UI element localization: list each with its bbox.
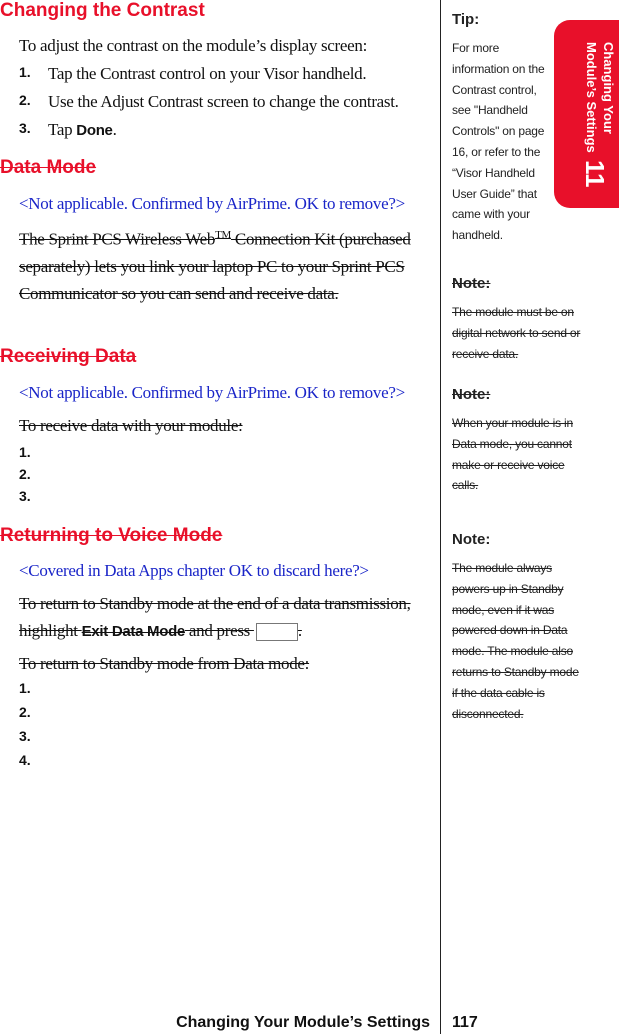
heading-data-mode: Data Mode <box>0 157 97 178</box>
step-number: 4. <box>19 752 31 768</box>
step-text <box>48 116 117 144</box>
step-number: 1. <box>19 64 31 80</box>
note-text: When your module is in Data mode, you cannot make or receive voice calls. <box>452 416 573 493</box>
editor-note: <Covered in Data Apps chapter OK to discard here?> <box>19 561 369 580</box>
done-label: Done <box>76 122 113 139</box>
step-number: 1. <box>19 444 31 460</box>
step-text-pre: Tap <box>48 120 77 139</box>
heading-changing-contrast: Changing the Contrast <box>0 0 205 21</box>
body-post: and press <box>184 621 254 640</box>
data-mode-body <box>19 222 429 307</box>
returning-body <box>19 590 429 645</box>
note-box <box>452 385 582 496</box>
contrast-intro: To adjust the contrast on the module’s display screen: <box>19 36 368 55</box>
note-text: The module always powers up in Standby mode, even if it was powered down in Data mode. The module also returns to Standby mode if the data cable is disconnected. <box>452 561 579 721</box>
key-icon <box>256 623 298 641</box>
body-end: . <box>297 621 302 640</box>
tip-box <box>452 10 552 246</box>
tip-text: For more information on the Contrast control, see "Handheld Controls" on page 16, or refer to the “Visor Handheld User Guide” that came with your handheld. <box>452 41 545 243</box>
editor-note: <Not applicable. Confirmed by AirPrime. OK to remove?> <box>19 383 405 402</box>
chapter-tab-title: Changing Your Module’s Settings <box>584 42 616 153</box>
body-post: Connection Kit (purchased separately) lets you link your laptop PC to your Sprint PCS Communicator so you can send and receive data. <box>19 229 411 303</box>
step-text: Use the Adjust Contrast screen to change the contrast. <box>48 92 399 111</box>
trademark-sup: TM <box>215 229 231 241</box>
note-heading: Note: <box>452 386 491 403</box>
heading-returning-voice: Returning to Voice Mode <box>0 525 223 546</box>
note-heading: Note: <box>452 275 491 292</box>
chapter-number: 11 <box>580 160 610 188</box>
step-text-post: . <box>112 120 117 139</box>
heading-receiving-data: Receiving Data <box>0 346 137 367</box>
receiving-intro: To receive data with your module: <box>19 416 243 435</box>
tip-heading: Tip: <box>452 11 480 28</box>
column-divider <box>440 0 441 1034</box>
footer-title: Changing Your Module’s Settings <box>176 1014 430 1031</box>
step-text: Tap the Contrast control on your Visor handheld. <box>48 64 367 83</box>
step-number: 2. <box>19 92 31 108</box>
returning-intro: To return to Standby mode from Data mode: <box>19 654 310 673</box>
page-footer <box>0 1012 620 1034</box>
note-heading: Note: <box>452 531 491 548</box>
note-text: The module must be on digital network to send or receive data. <box>452 305 581 361</box>
page-number: 117 <box>452 1014 478 1031</box>
step-number: 3. <box>19 120 31 136</box>
note-box <box>452 530 582 724</box>
step-number: 2. <box>19 466 31 482</box>
step-number: 3. <box>19 488 31 504</box>
step-number: 2. <box>19 704 31 720</box>
exit-data-mode-label: Exit Data Mode <box>81 623 185 640</box>
note-box <box>452 274 582 364</box>
body-pre: The Sprint PCS Wireless Web <box>19 229 216 249</box>
body-pre: To return to Standby mode at the end of a data transmission, highlight <box>19 594 411 640</box>
step-number: 1. <box>19 680 31 696</box>
step-number: 3. <box>19 728 31 744</box>
editor-note: <Not applicable. Confirmed by AirPrime. OK to remove?> <box>19 194 405 213</box>
